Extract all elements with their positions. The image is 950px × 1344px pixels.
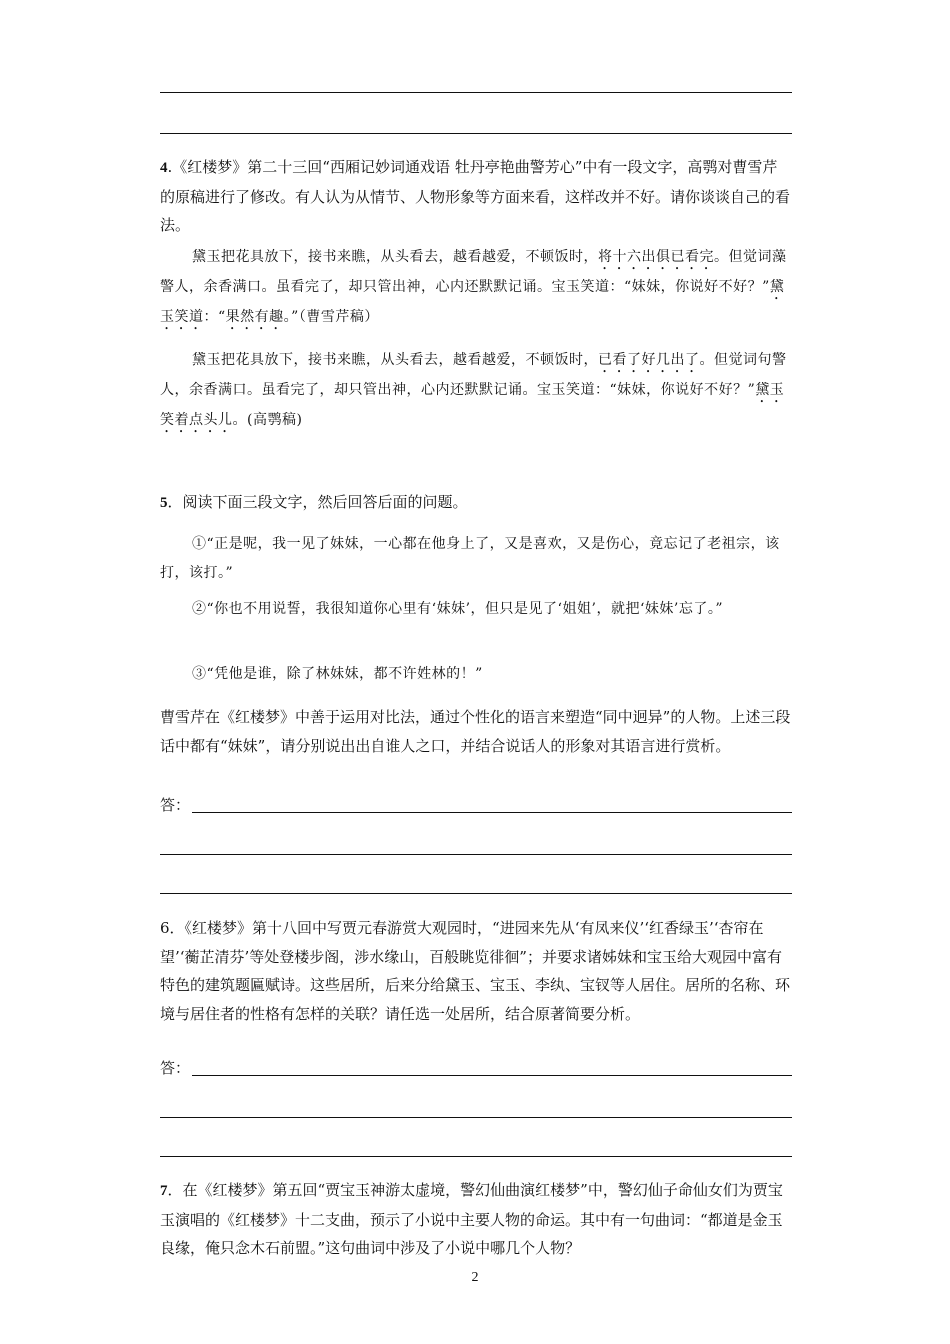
answer-line[interactable] — [160, 854, 792, 855]
question-7: 7．在《红楼梦》第五回“贾宝玉神游太虚境，警幻仙曲演红楼梦”中，警幻仙子命仙女们为贾宝玉演唱的《红楼梦》十二支曲，预示了小说中主要人物的命运。其中有一句曲词：“都道是金玉良缘，俺只念木石前盟。”这句曲词中涉及了小说中哪几个人物？ — [160, 1181, 783, 1257]
question-5-prompt: 曹雪芹在《红楼梦》中善于运用对比法，通过个性化的语言来塑造“同中迥异”的人物。上述三段话中都有“妹妹”，请分别说出出自谁人之口，并结合说话人的形象对其语言进行赏析。 — [160, 708, 791, 755]
document-page — [160, 0, 792, 1344]
answer-field[interactable] — [160, 1057, 792, 1081]
question-5: 5．阅读下面三段文字，然后回答后面的问题。 — [160, 493, 468, 511]
emphasized-text: 已看了好几出了 — [598, 352, 700, 368]
emphasized-text: 将十六出俱已看完 — [598, 249, 714, 265]
quote-3: ③“凭他是谁，除了林妹妹，都不许姓林的！” — [192, 666, 483, 682]
page-number: 2 — [471, 1270, 479, 1285]
emphasized-text: 黛玉笑着点头儿 — [160, 382, 785, 428]
answer-line — [160, 133, 792, 134]
answer-label: 答： — [160, 796, 191, 814]
question-4-prompt: 4.《红楼梦》第二十三回“西厢记妙词通戏语 牡丹亭艳曲警芳心”中有一段文字，高鹗对曹雪芹的原稿进行了修改。有人认为从情节、人物形象等方面来看，这样改并不好。请你谈谈自己的看法。 — [160, 158, 791, 234]
answer-label: 答： — [160, 1059, 191, 1077]
answer-field[interactable] — [160, 794, 792, 818]
question-number: 5 — [160, 495, 168, 511]
answer-line[interactable] — [160, 893, 792, 894]
excerpt-gao-e: 黛玉把花具放下，接书来瞧，从头看去，越看越爱，不顿饭时，已看了好几出了。但觉词句警人，余香满口。虽看完了，却只管出神，心内还默默记诵。宝玉笑道：“妹妹，你说好不好？”黛玉笑着点头儿。(高鹗稿) — [160, 352, 787, 428]
answer-line[interactable] — [160, 1156, 792, 1157]
quote-2: ②“你也不用说誓，我很知道你心里有‘妹妹’，但只是见了‘姐姐’，就把‘妹妹’忘了。” — [192, 601, 724, 617]
emphasized-text: 黛玉笑道：“果然有趣。 — [160, 279, 785, 325]
quote-1: ①“正是呢，我一见了妹妹，一心都在他身上了，又是喜欢，又是伤心，竟忘记了老祖宗，该打，该打。” — [160, 536, 780, 581]
question-number: 7 — [160, 1183, 168, 1199]
answer-line — [160, 92, 792, 93]
answer-line[interactable] — [160, 1117, 792, 1118]
question-6: 6．《红楼梦》第十八回中写贾元春游赏大观园时，“进园来先从‘有凤来仪’‘红香绿玉’‘杏帘在望’‘蘅芷清芬’等处登楼步阁，涉水缘山，百般眺览徘徊”；并要求诸姊妹和宝玉给大观园中富有特色的建筑题匾赋诗。这些居所，后来分给黛玉、宝玉、李纨、宝钗等人居住。居所的名称、环境与居住者的性格有怎样的关联？请任选一处居所，结合原著简要分析。 — [160, 919, 791, 1023]
excerpt-cao-xueqin: 黛玉把花具放下，接书来瞧，从头看去，越看越爱，不顿饭时，将十六出俱已看完。但觉词藻警人，余香满口。虽看完了，却只管出神，心内还默默记诵。宝玉笑道：“妹妹，你说好不好？”黛玉笑道：“果然有趣。”（曹雪芹稿） — [160, 249, 787, 325]
question-4 — [160, 153, 792, 240]
question-number: 4 — [160, 160, 168, 176]
